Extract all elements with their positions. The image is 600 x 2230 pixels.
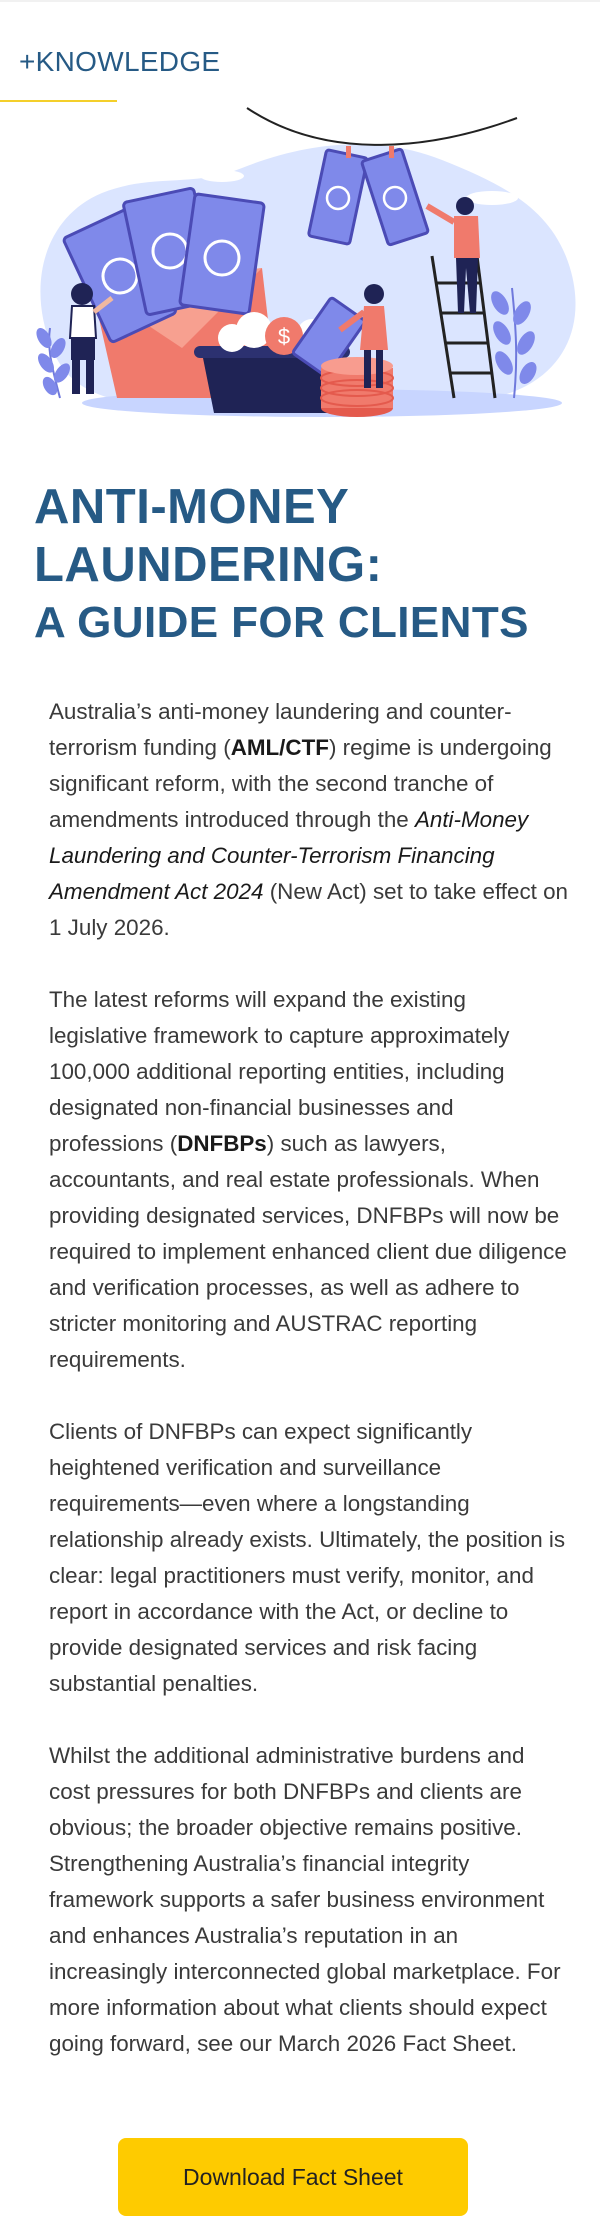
paragraph-conclusion: Whilst the additional administrative burdens and cost pressures for both DNFBPs and clients are obvious; the broader objective remains positive. Strengthening Australia’s financial integrity framework supports a safer business environment and enhances Australia’s reputation in an increasingly interconnected global marketplace. For more information about what clients should expect going forward, see our March 2026 Fact Sheet. bbox=[49, 1743, 561, 2056]
svg-text:$: $ bbox=[277, 324, 291, 349]
top-divider bbox=[0, 0, 600, 2]
paragraph-clients: Clients of DNFBPs can expect significantly heightened verification and surveillance requirements—even where a longstanding relationship already exists. Ultimately, the position is clear: legal practitioners must verify, monitor, and report in accordance with the Act, or decline to provide designated services and risk facing substantial penalties. bbox=[49, 1419, 566, 1696]
title-line-3: A GUIDE FOR CLIENTS bbox=[34, 598, 529, 647]
article-body bbox=[49, 694, 569, 2098]
paragraph-intro bbox=[49, 694, 569, 946]
act-title: Anti-Money Laundering and Counter-Terrorism Financing Amendment Act 2024 bbox=[49, 807, 529, 904]
text-run: Australia’s anti-money laundering and counter-terrorism funding ( bbox=[49, 699, 512, 760]
acronym-dnfbps: DNFBPs bbox=[177, 1131, 267, 1156]
money-laundering-illustration bbox=[22, 98, 582, 432]
text-run: ) such as lawyers, accountants, and real estate professionals. When providing designated services, DNFBPs will now be required to implement enhanced client due diligence and verification processes, as well as adhere to stricter monitoring and AUSTRAC reporting requirements. bbox=[49, 1131, 567, 1372]
text-run: The latest reforms will expand the existing legislative framework to capture approximately 100,000 additional reporting entities, including designated non-financial businesses and professions ( bbox=[49, 987, 510, 1156]
acronym-aml-ctf: AML/CTF bbox=[230, 735, 329, 760]
download-fact-sheet-button[interactable]: Download Fact Sheet bbox=[118, 2138, 468, 2216]
text-run: ) regime is undergoing significant reform, with the second tranche of amendments introduced through the bbox=[49, 735, 552, 832]
title-line-1: ANTI-MONEY bbox=[34, 480, 350, 534]
paragraph-reforms bbox=[49, 982, 569, 1378]
title-line-2: LAUNDERING: bbox=[34, 538, 383, 592]
section-kicker: +KNOWLEDGE bbox=[19, 46, 221, 77]
text-run: (New Act) set to take effect on 1 July 2026. bbox=[49, 879, 568, 940]
page-title bbox=[34, 478, 574, 652]
